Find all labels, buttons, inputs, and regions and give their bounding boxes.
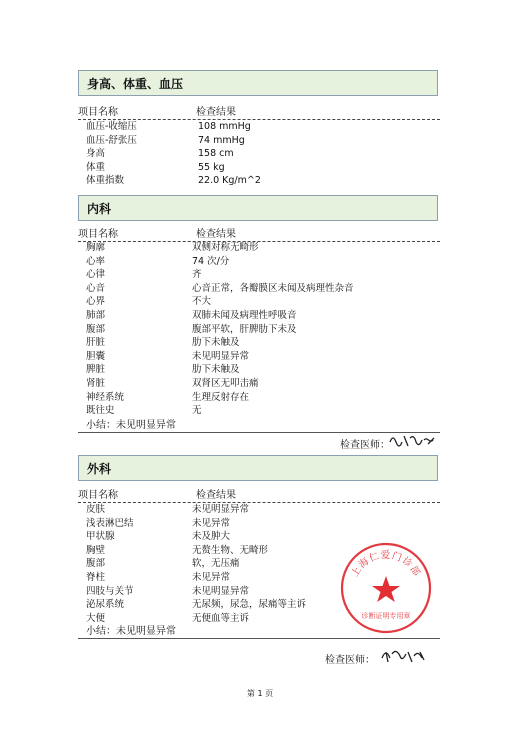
item-result: 未及肿大: [192, 531, 231, 543]
item-result: 双侧对称无畸形: [192, 242, 259, 253]
item-result: 无赘生物、无畸形: [192, 544, 269, 556]
result-row: [86, 336, 386, 349]
item-name: 脊柱: [86, 572, 106, 583]
result-row: [86, 255, 386, 268]
item-name: 肝脏: [86, 337, 106, 349]
item-name: 浅表淋巴结: [86, 517, 134, 529]
item-name: 胸壁: [86, 544, 106, 556]
item-result: 未见明显异常: [192, 350, 250, 362]
item-name: 腹部: [86, 323, 106, 335]
result-row: [86, 323, 386, 336]
col-name: 项目名称: [78, 490, 118, 501]
item-name: 泌尿系统: [86, 599, 125, 611]
item-result: 生理反射存在: [192, 391, 250, 403]
item-name: 身高: [86, 148, 106, 159]
item-result: 108 mmHg: [198, 121, 251, 132]
item-name: 体重: [86, 161, 106, 173]
result-row: [86, 174, 386, 187]
item-name: 胆囊: [86, 350, 106, 362]
item-name: 既往史: [86, 405, 115, 417]
item-result: 未见异常: [192, 517, 231, 529]
item-result: 74 次/分: [192, 255, 230, 267]
item-result: 心音正常，各瓣膜区未闻及病理性杂音: [192, 282, 354, 294]
result-row: [86, 517, 386, 530]
item-result: 无: [192, 405, 202, 417]
item-name: 血压-舒张压: [86, 134, 137, 146]
result-row: [86, 377, 386, 390]
item-result: 74 mmHg: [198, 134, 245, 146]
result-row: [86, 404, 386, 417]
internal-signature-image: [388, 432, 438, 448]
item-name: 体重指数: [86, 175, 125, 186]
item-result: 无便血等主诉: [192, 612, 250, 624]
item-name: 皮肤: [86, 504, 106, 515]
svg-text:上海仁爱门诊部: 上海仁爱门诊部: [349, 550, 423, 579]
item-name: 神经系统: [86, 391, 125, 403]
item-result: 肋下未触及: [192, 337, 240, 349]
item-name: 胸廓: [86, 242, 106, 253]
clinic-stamp-image: [338, 540, 434, 636]
result-row: [86, 363, 386, 376]
item-result: 齐: [192, 269, 202, 281]
internal-summary: [78, 420, 440, 433]
summary-text: 小结：未见明显异常: [86, 420, 176, 431]
col-name: 项目名称: [78, 229, 118, 240]
item-name: 肾脏: [86, 378, 106, 389]
result-row: [86, 309, 386, 322]
result-row: [86, 391, 386, 404]
item-name: 四肢与关节: [86, 585, 134, 597]
section-title-internal: 内科: [78, 195, 438, 221]
item-result: 未见异常: [192, 572, 231, 583]
column-header-vitals: [78, 106, 440, 120]
item-result: 软，无压痛: [192, 558, 240, 570]
page-number: 第 1 页: [246, 689, 274, 698]
col-result: 检查结果: [196, 490, 236, 501]
col-result: 检查结果: [196, 229, 236, 240]
item-result: 158 cm: [198, 148, 234, 159]
item-result: 不大: [192, 296, 212, 308]
item-result: 腹部平软，肝脾肋下未及: [192, 323, 297, 335]
internal-doctor-label: 检查医师：: [340, 440, 390, 451]
result-row: [86, 161, 386, 174]
result-row: [86, 503, 386, 516]
item-name: 血压-收缩压: [86, 121, 137, 132]
item-name: 甲状腺: [86, 531, 115, 543]
item-result: 55 kg: [198, 161, 225, 173]
column-header-surgery: [78, 489, 440, 503]
result-row: [86, 120, 386, 133]
result-row: [86, 282, 386, 295]
result-row: [86, 295, 386, 308]
column-header-internal: [78, 228, 440, 242]
item-name: 腹部: [86, 558, 106, 570]
summary-text: 小结：未见明显异常: [86, 626, 176, 637]
item-result: 肋下未触及: [192, 364, 240, 376]
svg-text:诊断证明专用章: 诊断证明专用章: [361, 612, 411, 620]
item-name: 大便: [86, 612, 106, 624]
result-row: [86, 350, 386, 363]
surgery-signature-image: [380, 646, 430, 664]
result-row: [86, 134, 386, 147]
result-row: [86, 147, 386, 160]
col-result: 检查结果: [196, 107, 236, 118]
result-row: [86, 241, 386, 254]
item-name: 心界: [86, 296, 106, 308]
item-name: 心率: [86, 255, 106, 267]
item-result: 22.0 Kg/m^2: [198, 175, 261, 186]
item-result: 双肾区无叩击痛: [192, 378, 259, 389]
item-name: 肺部: [86, 310, 106, 321]
result-row: [86, 268, 386, 281]
item-result: 无尿频，尿急，尿痛等主诉: [192, 599, 307, 611]
item-name: 心音: [86, 282, 106, 294]
item-result: 未见明显异常: [192, 585, 250, 597]
col-name: 项目名称: [78, 107, 118, 118]
item-name: 脾脏: [86, 364, 106, 376]
section-title-vitals: 身高、体重、血压: [78, 70, 438, 96]
section-title-surgery: 外科: [78, 455, 438, 481]
item-result: 未见明显异常: [192, 504, 250, 515]
item-result: 双肺未闻及病理性呼吸音: [192, 310, 297, 321]
surgery-doctor-label: 检查医师：: [325, 655, 375, 666]
item-name: 心律: [86, 269, 106, 281]
